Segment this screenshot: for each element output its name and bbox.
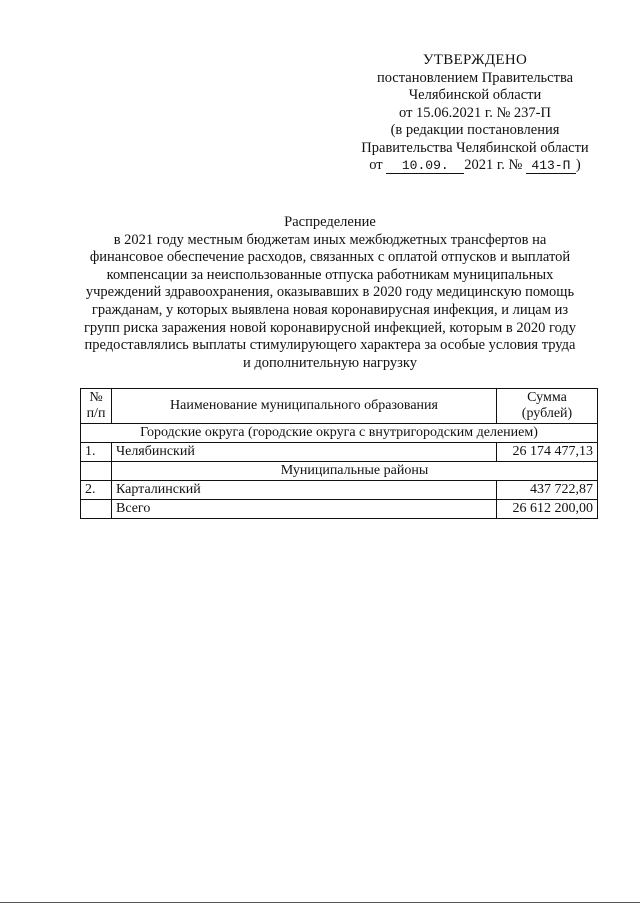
heading-line-8: предоставлялись выплаты стимулирующего характера за особые условия труда <box>84 337 576 354</box>
heading-line-3: финансовое обеспечение расходов, связанных с оплатой отпусков и выплатой <box>89 249 571 266</box>
amend-prefix: от <box>369 157 383 173</box>
document-heading <box>70 214 590 372</box>
section-row <box>81 462 598 481</box>
total-num-cell <box>81 500 112 519</box>
section-row <box>81 424 598 443</box>
row-num: 1. <box>81 443 112 462</box>
table-row <box>81 443 598 462</box>
approval-line-1: постановлением Правительства <box>376 69 574 86</box>
heading-line-1: Распределение <box>284 214 376 230</box>
row-sum: 26 174 477,13 <box>497 443 598 462</box>
heading-line-4: компенсации за неиспользованные отпуска работникам муниципальных <box>106 266 554 283</box>
total-label: Всего <box>112 500 497 519</box>
header-sum-line-1: Сумма <box>527 390 567 405</box>
distribution-table <box>80 388 598 519</box>
header-sum-line-2: (рублей) <box>521 406 573 421</box>
amend-suffix: ) <box>575 157 581 173</box>
total-sum: 26 612 200,00 <box>497 500 598 519</box>
approval-line-4: (в редакции постановления <box>390 122 560 138</box>
section-empty-cell <box>81 462 112 481</box>
row-num: 2. <box>81 481 112 500</box>
header-name: Наименование муниципального образования <box>112 389 497 424</box>
amend-date: 10.09. <box>386 159 464 174</box>
row-name: Карталинский <box>112 481 497 500</box>
approval-line-2: Челябинской области <box>408 87 542 103</box>
total-row <box>81 500 598 519</box>
header-sum <box>497 389 598 424</box>
approval-line-5: Правительства Челябинской области <box>361 139 589 156</box>
row-name: Челябинский <box>112 443 497 462</box>
heading-line-5: учреждений здравоохранения, оказывавших в 2020 году медицинскую помощь <box>85 284 575 301</box>
header-num-line-2: п/п <box>86 406 106 421</box>
approval-line-3: от 15.06.2021 г. № 237-П <box>399 104 551 121</box>
amend-mid: 2021 г. № <box>464 157 523 173</box>
section-municipal-districts: Муниципальные районы <box>112 462 598 481</box>
section-urban-districts: Городские округа (городские округа с внутригородским делением) <box>81 424 598 443</box>
row-sum: 437 722,87 <box>497 481 598 500</box>
heading-line-9: и дополнительную нагрузку <box>243 354 417 371</box>
approval-title: УТВЕРЖДЕНО <box>422 52 528 68</box>
table-header-row <box>81 389 598 424</box>
table-row <box>81 481 598 500</box>
header-num-line-1: № <box>89 390 103 405</box>
header-num <box>81 389 112 424</box>
heading-line-7: групп риска заражения новой коронавирусной инфекцией, которым в 2020 году <box>83 319 577 336</box>
amend-number: 413-П <box>526 159 576 174</box>
approval-amendment-line <box>340 157 610 175</box>
heading-line-6: гражданам, у которых выявлена новая коронавирусная инфекция, и лицам из <box>91 301 569 318</box>
page-bottom-edge <box>0 902 640 903</box>
heading-line-2: в 2021 году местным бюджетам иных межбюджетных трансфертов на <box>113 231 547 248</box>
approval-stamp <box>340 52 610 175</box>
